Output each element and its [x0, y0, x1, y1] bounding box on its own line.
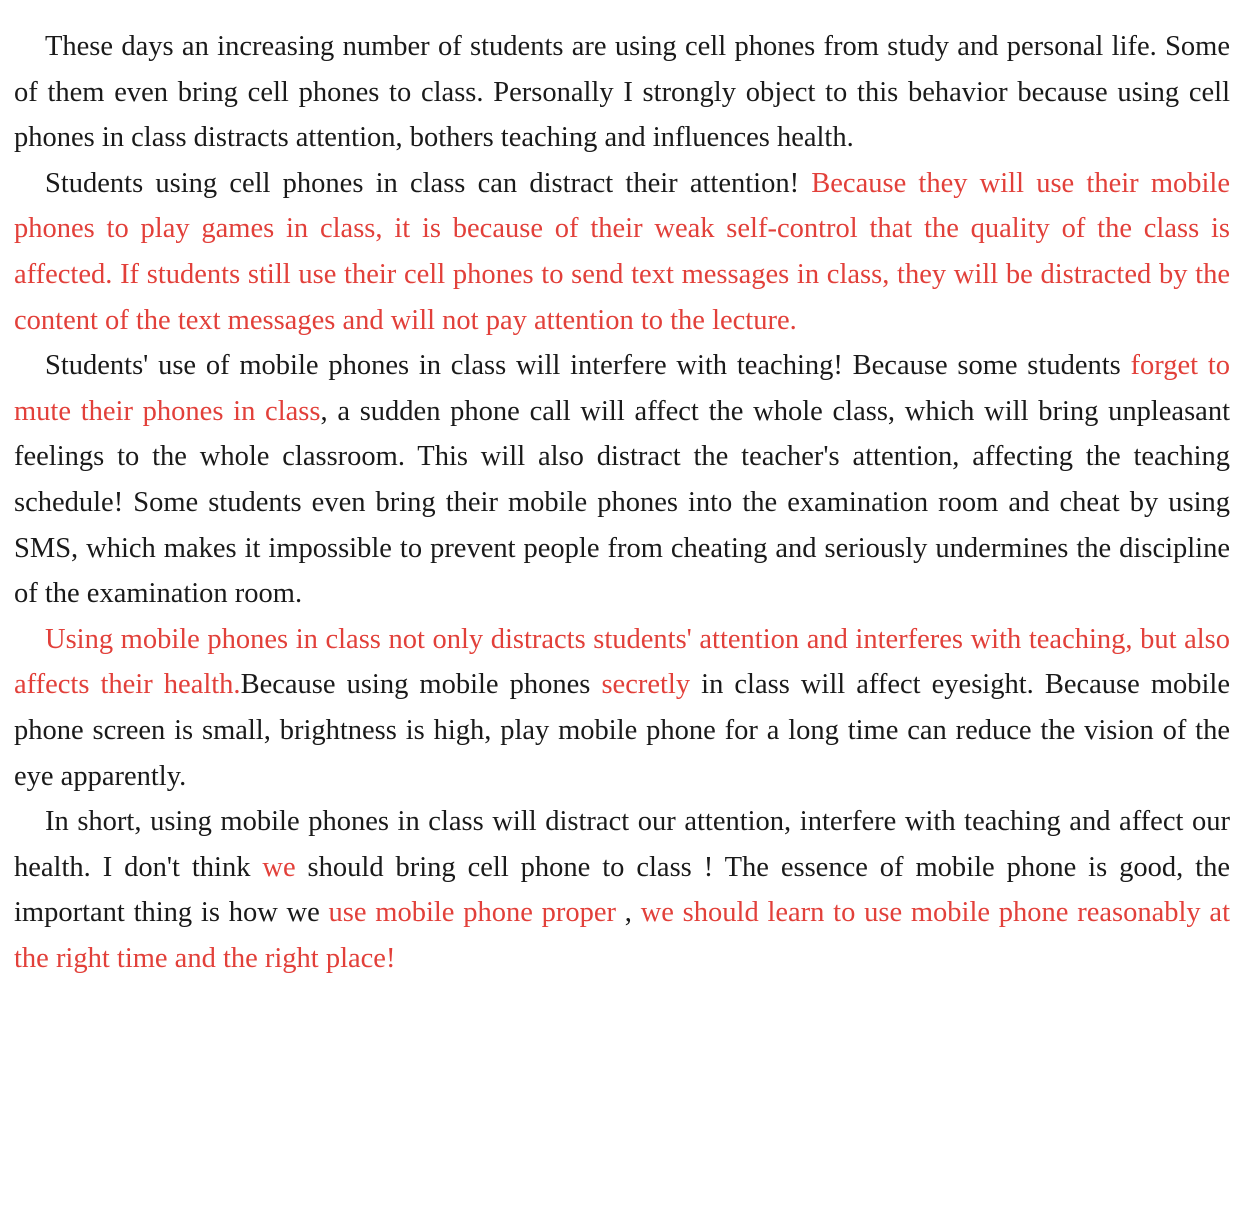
- text-segment: ,: [616, 897, 641, 929]
- paragraph-teaching: [14, 343, 1230, 617]
- paragraph-distraction: [14, 161, 1230, 343]
- highlighted-text-segment: forget to mute their phones in class: [14, 350, 1230, 427]
- text-segment: These days an increasing number of students are using cell phones from study and personal life. Some of them even bring cell phones to class. Personally I strongly object to this behavior because using cell phones in class distracts attention, bothers teaching and influences health.: [14, 31, 1230, 154]
- highlighted-text-segment: Because they will use their mobile phones to play games in class, it is because of their weak self-control that the quality of the class is affected. If students still use their cell phones to send text messages in class, they will be distracted by the content of the text messages and will not pay attention to the lecture.: [14, 167, 1230, 336]
- highlighted-text-segment: we: [262, 851, 296, 883]
- text-segment: in class will affect eyesight. Because mobile phone screen is small, brightness is high, play mobile phone for a long time can reduce the vision of the eye apparently.: [14, 669, 1231, 792]
- highlighted-text-segment: use mobile phone proper: [328, 897, 617, 929]
- paragraph-conclusion: [14, 799, 1230, 981]
- text-segment: , a sudden phone call will affect the whole class, which will bring unpleasant feelings to the whole classroom. This will also distract the teacher's attention, affecting the teaching schedule! Some students even bring their mobile phones into the examination room and cheat by using SMS, which makes it impossible to prevent people from cheating and seriously undermines the discipline of the examination room.: [14, 395, 1230, 610]
- highlighted-text-segment: Using mobile phones in class not only distracts students' attention and interferes with teaching, but also affects their health.: [14, 623, 1230, 701]
- text-segment: Students using cell phones in class can distract their attention!: [45, 167, 812, 199]
- paragraph-health: [14, 617, 1230, 799]
- text-segment: Because using mobile phones: [240, 669, 602, 701]
- text-segment: should bring cell phone to class ! The essence of mobile phone is good, the important thing is how we: [14, 851, 1230, 929]
- text-segment: Students' use of mobile phones in class will interfere with teaching! Because some students: [45, 350, 1131, 382]
- essay-document: [14, 24, 1230, 981]
- highlighted-text-segment: secretly: [601, 669, 691, 701]
- highlighted-text-segment: we should learn to use mobile phone reasonably at the right time and the right place!: [14, 897, 1230, 974]
- text-segment: In short, using mobile phones in class will distract our attention, interfere with teaching and affect our health. I don't think: [14, 806, 1230, 883]
- paragraph-intro: [14, 24, 1230, 161]
